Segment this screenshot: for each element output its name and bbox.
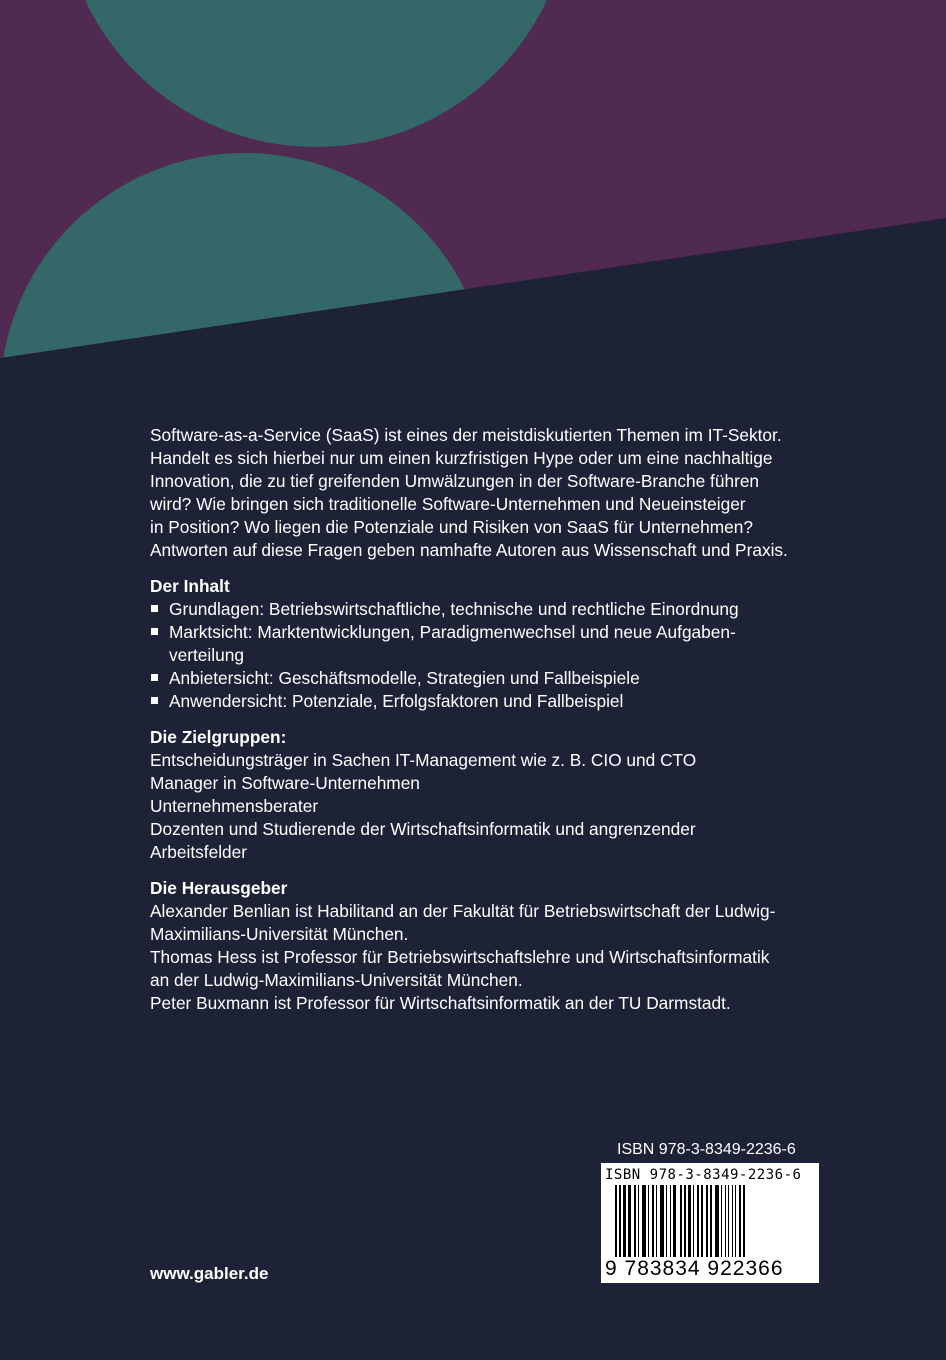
barcode-bar bbox=[735, 1185, 736, 1267]
barcode-bar bbox=[715, 1185, 719, 1267]
barcode-bar bbox=[660, 1185, 664, 1267]
zielgruppe-line: Arbeitsfelder bbox=[150, 842, 248, 862]
publisher-website: www.gabler.de bbox=[150, 1264, 269, 1283]
barcode-bar bbox=[670, 1185, 671, 1267]
barcode-bar bbox=[721, 1185, 722, 1267]
barcode-bar bbox=[638, 1185, 639, 1267]
isbn-label: ISBN 978-3-8349-2236-6 bbox=[617, 1141, 796, 1158]
intro-line: Innovation, die zu tief greifenden Umwälzungen in der Software-Branche führen bbox=[150, 471, 760, 491]
barcode-bar bbox=[623, 1185, 626, 1267]
zielgruppe-line: Entscheidungsträger in Sachen IT-Management wie z. B. CIO und CTO bbox=[150, 750, 697, 770]
barcode-digits: 9 783834 922366 bbox=[605, 1257, 784, 1280]
barcode-bar bbox=[688, 1185, 691, 1267]
list-item: Anwendersicht: Potenziale, Erfolgsfaktoren und Fallbeispiel bbox=[150, 690, 830, 713]
herausgeber-line: Maximilians-Universität München. bbox=[150, 924, 409, 944]
list-item: Marktsicht: Marktentwicklungen, Paradigmenwechsel und neue Aufgaben- verteilung bbox=[150, 621, 830, 667]
barcode-bar bbox=[656, 1185, 657, 1267]
cover-art bbox=[0, 0, 946, 370]
zielgruppe-line: Unternehmensberater bbox=[150, 796, 319, 816]
barcode-bar bbox=[628, 1185, 631, 1267]
zielgruppen-heading: Die Zielgruppen: bbox=[150, 727, 287, 747]
bullet-icon bbox=[151, 674, 158, 681]
inhalt-heading: Der Inhalt bbox=[150, 576, 230, 596]
bullet-icon bbox=[151, 697, 158, 704]
list-item: Anbietersicht: Geschäftsmodelle, Strategien und Fallbeispiele bbox=[150, 667, 830, 690]
barcode-bar bbox=[693, 1185, 694, 1267]
barcode-bar bbox=[648, 1185, 649, 1267]
herausgeber-line: Thomas Hess ist Professor für Betriebswirtschaftslehre und Wirtschaftsinformatik bbox=[150, 947, 770, 967]
barcode-bar bbox=[706, 1185, 708, 1267]
barcode-bar bbox=[673, 1185, 676, 1267]
barcode-bar bbox=[642, 1185, 646, 1267]
intro-line: Software-as-a-Service (SaaS) ist eines der meistdiskutierten Themen im IT-Sektor. bbox=[150, 425, 782, 445]
barcode-isbn-text: ISBN 978-3-8349-2236-6 bbox=[605, 1167, 802, 1183]
barcode-bar bbox=[710, 1185, 712, 1267]
barcode-bar bbox=[732, 1185, 733, 1267]
zielgruppe-line: Dozenten und Studierende der Wirtschaftsinformatik und angrenzender bbox=[150, 819, 696, 839]
herausgeber-heading: Die Herausgeber bbox=[150, 878, 288, 898]
zielgruppe-line: Manager in Software-Unternehmen bbox=[150, 773, 420, 793]
barcode-bar bbox=[701, 1185, 703, 1267]
intro-line: in Position? Wo liegen die Potenziale und Risiken von SaaS für Unternehmen? bbox=[150, 517, 753, 537]
barcode-bar bbox=[666, 1185, 667, 1267]
herausgeber-line: an der Ludwig-Maximilians-Universität München. bbox=[150, 970, 523, 990]
barcode bbox=[601, 1163, 819, 1283]
barcode-bar bbox=[697, 1185, 699, 1267]
bullet-icon bbox=[151, 605, 158, 612]
herausgeber-line: Alexander Benlian ist Habilitand an der Fakultät für Betriebswirtschaft der Ludwig- bbox=[150, 901, 776, 921]
barcode-bar bbox=[652, 1185, 654, 1267]
barcode-bar bbox=[728, 1185, 729, 1267]
herausgeber-line: Peter Buxmann ist Professor für Wirtschaftsinformatik an der TU Darmstadt. bbox=[150, 993, 731, 1013]
barcode-bar bbox=[725, 1185, 726, 1267]
bullet-icon bbox=[151, 628, 158, 635]
intro-line: Handelt es sich hierbei nur um einen kurzfristigen Hype oder um eine nachhaltige bbox=[150, 448, 773, 468]
intro-line: Antworten auf diese Fragen geben namhafte Autoren aus Wissenschaft und Praxis. bbox=[150, 540, 788, 560]
inhalt-list bbox=[150, 598, 830, 713]
list-item: Grundlagen: Betriebswirtschaftliche, technische und rechtliche Einordnung bbox=[150, 598, 830, 621]
intro-line: wird? Wie bringen sich traditionelle Software-Unternehmen und Neueinsteiger bbox=[150, 494, 746, 514]
barcode-bar bbox=[634, 1185, 636, 1267]
back-cover-text bbox=[150, 424, 830, 1015]
